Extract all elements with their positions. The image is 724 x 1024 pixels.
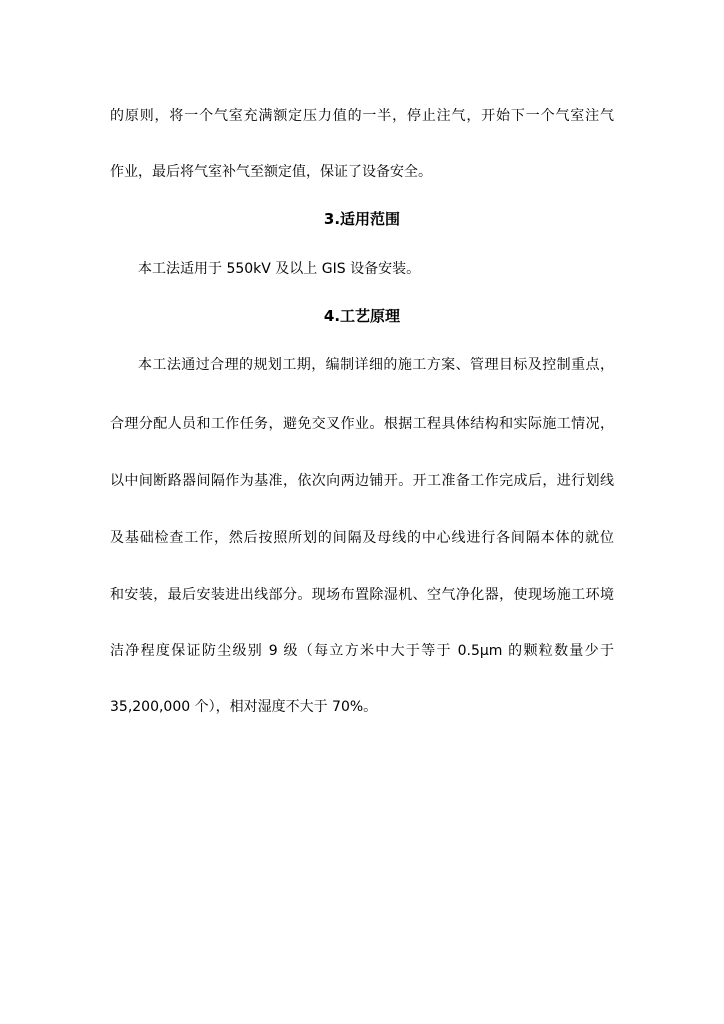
section-heading-principle: 4.工艺原理 [323,307,401,325]
paragraph-line: 本工法通过合理的规划工期，编制详细的施工方案、管理目标及控制重点， [138,357,614,373]
paragraph-line: 的原则，将一个气室充满额定压力值的一半，停止注气，开始下一个气室注气 [110,108,614,124]
paragraph-line: 和安装，最后安装进出线部分。现场布置除湿机、空气净化器，使现场施工环境 [110,587,614,603]
paragraph-line: 洁净程度保证防尘级别 9 级（每立方米中大于等于 0.5μm 的颗粒数量少于 [110,643,614,659]
section-heading-scope: 3.适用范围 [323,210,401,228]
paragraph-line: 35,200,000 个），相对湿度不大于 70%。 [110,699,378,715]
paragraph-line: 合理分配人员和工作任务，避免交叉作业。根据工程具体结构和实际施工情况， [110,416,614,432]
paragraph-line: 以中间断路器间隔作为基准，依次向两边铺开。开工准备工作完成后，进行划线 [110,473,614,489]
paragraph-line: 本工法适用于 550kV 及以上 GIS 设备安装。 [138,261,421,277]
paragraph-line: 作业，最后将气室补气至额定值，保证了设备安全。 [110,164,432,180]
paragraph-line: 及基础检查工作，然后按照所划的间隔及母线的中心线进行各间隔本体的就位 [110,530,614,546]
